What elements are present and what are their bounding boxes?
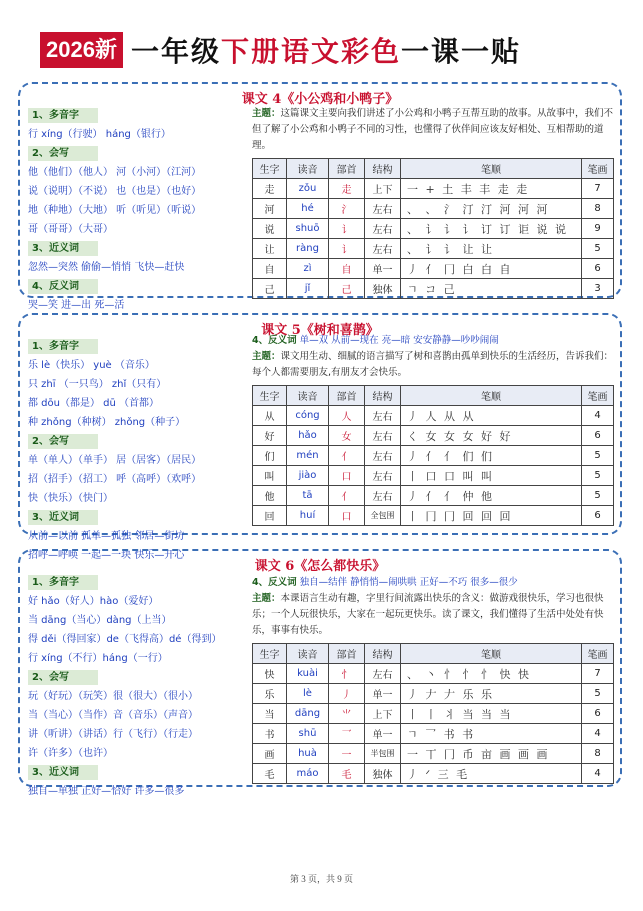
lesson-4-vocab [28,106,253,315]
table-row: 让 ràng 讠 左右 、 讠 讠 让 让 5 [253,239,614,259]
lesson-5-section [18,313,622,561]
huixie-row: 哥（哥哥）（大哥） [28,224,113,235]
duoyin-label: 1、多音字 [28,575,98,590]
huixie-row: 说（说明）（不说） 也（也是）（也好） [28,186,202,197]
table-row: 河 hé 氵 左右 、 、 氵 汀 汀 河 河 河 8 [253,199,614,219]
jinyi-label: 3、近义词 [28,241,98,256]
fanyi-row: 哭—笑 进—出 死—活 [28,300,125,311]
table-row: 走 zǒu 走 上下 一 + 土 丰 丰 走 走 7 [253,179,614,199]
lesson-5-right [252,333,614,526]
huixie-label: 2、会写 [28,434,98,449]
table-row: 自 zì 自 单一 丿 亻 冂 白 白 自 6 [253,259,614,279]
duoyin-row: 当 dāng（当心）dàng（上当） [28,615,172,626]
huixie-row: 快（快乐）（快门） [28,493,113,504]
lesson-4-table: 生字 读音 部首 结构 笔顺 笔画 走 zǒu 走 上下 一 + 土 丰 丰 走 走 7 河 hé 氵 左右 、 、 氵 汀 汀 河 河 河 8 说 shuō 讠 左右 、 讠 讠 讠 订 订 讵 说 说 9 让 ràng 讠 左右 、 讠 讠 让 让 5 自 zì 自 单一 丿 亻 冂 白 白 自 6 己 jǐ 己 独体 ㄱ コ 己 3 [252,158,614,299]
jinyi-label: 3、近义词 [28,510,98,525]
table-row: 快 kuài 忄 左右 、 丶 忄 忄 忄 快 快 7 [253,664,614,684]
fanyi-label: 4、反义词 [28,279,98,294]
huixie-label: 2、会写 [28,670,98,685]
table-row: 乐 lè 丿 单一 丿 𠂇 𠂇 乐 乐 5 [253,684,614,704]
lesson-6-topic: 主题：本课语言生动有趣，字里行间流露出快乐的含义：做游戏很快乐，学习也很快乐；一个人玩很快乐，大家在一起玩更快乐。读了课文，我们懂得了生活中处处有快乐，事事有快乐。 [252,593,604,636]
lesson-5-table: 生字 读音 部首 结构 笔顺 笔画 从 cóng 人 左右 丿 人 从 从 4 好 hǎo 女 左右 く 女 女 女 好 好 6 们 mén 亻 左右 丿 亻 亻 们 们 5 叫 jiào 口 左右 丨 口 口 叫 叫 5 他 tā 亻 左右 丿 亻 亻 仲 他 5 回 huí 口 全包围 丨 冂 冂 回 回 回 6 [252,385,614,526]
lesson-4-section [18,82,622,311]
lesson-6-table: 生字 读音 部首 结构 笔顺 笔画 快 kuài 忄 左右 、 丶 忄 忄 忄 快 快 7 乐 lè 丿 单一 丿 𠂇 𠂇 乐 乐 5 当 dāng ⺌ 上下 丨 丨 丬 当 当 当 6 书 shū 乛 单一 ㄱ 乛 书 书 4 画 huà 一 半包围 一 丅 冂 币 亩 画 画 画 8 毛 máo 毛 独体 丿 ᐟ 三 毛 4 [252,643,614,784]
duoyin-row: 行 xíng（不行）háng（一行） [28,653,168,664]
duoyin-row: 得 děi（得回家）de（飞得高）dé（得到） [28,634,222,645]
lesson-6-section [18,549,622,797]
jinyi-row: 从前—以前 孤单—孤独 邻居—街坊 [28,531,185,542]
lesson-4-topic: 主题：这篇课文主要向我们讲述了小公鸡和小鸭子互帮互助的故事。从故事中，我们不但了解了小公鸡和小鸭子不同的习性，也懂得了伙伴间应该友好相处、互相帮助的道理。 [252,108,614,151]
duoyin-row: 乐 lè（快乐） yuè （音乐） [28,360,155,371]
jinyi-row: 独自—单独 正好—恰好 许多—很多 [28,786,185,797]
huixie-row: 当（当心）（当作）音（音乐）（声音） [28,710,198,721]
table-row: 己 jǐ 己 独体 ㄱ コ 己 3 [253,279,614,299]
duoyin-label: 1、多音字 [28,108,98,123]
duoyin-row: 只 zhī （一只鸟） zhǐ（只有） [28,379,167,390]
table-row: 毛 máo 毛 独体 丿 ᐟ 三 毛 4 [253,764,614,784]
duoyin-row: 种 zhǒng（种树） zhǒng（种子） [28,417,186,428]
lesson-6-title: 课文 6《怎么都快乐》 [254,559,386,574]
lesson-5-title: 课文 5《树和喜鹊》 [261,323,379,338]
table-row: 书 shū 乛 单一 ㄱ 乛 书 书 4 [253,724,614,744]
table-row: 从 cóng 人 左右 丿 人 从 从 4 [253,406,614,426]
huixie-row: 他（他们）（他人） 河（小河）（江河） [28,167,202,178]
table-row: 叫 jiào 口 左右 丨 口 口 叫 叫 5 [253,466,614,486]
jinyi-label: 3、近义词 [28,765,98,780]
table-row: 画 huà 一 半包围 一 丅 冂 币 亩 画 画 画 8 [253,744,614,764]
lesson-5-topic: 主题：课文用生动、细腻的语言描写了树和喜鹊由孤单到快乐的生活经历，告诉我们：每个人都需要朋友,有朋友才会快乐。 [252,351,614,378]
lesson-4-right [252,106,614,299]
table-row: 回 huí 口 全包围 丨 冂 冂 回 回 回 6 [253,506,614,526]
duoyin-row: 都 dōu（都是） dū （首都） [28,398,160,409]
huixie-label: 2、会写 [28,146,98,161]
lesson-6-fanyi: 4、反义词 独自—结伴 静悄悄—闹哄哄 正好—不巧 很多—很少 [252,577,518,588]
duoyin-row: 行 xíng（行驶） háng（银行） [28,129,171,140]
duoyin-row: 好 hǎo（好人）hào（爱好） [28,596,159,607]
table-row: 们 mén 亻 左右 丿 亻 亻 们 们 5 [253,446,614,466]
huixie-row: 玩（好玩）（玩笑）很（很大）（很小） [28,691,198,702]
table-row: 说 shuō 讠 左右 、 讠 讠 讠 订 订 讵 说 说 9 [253,219,614,239]
lesson-4-title: 课文 4《小公鸡和小鸭子》 [241,92,399,107]
huixie-row: 讲（听讲）（讲话）行（飞行）（行走） [28,729,198,740]
page-title: 一年级下册语文彩色一课一贴 [130,35,522,68]
jinyi-row: 忽然—突然 偷偷—悄悄 飞快—赶快 [28,262,185,273]
jinyi-row: 招呼—呼唤 一起—一块 快乐—开心 [28,550,185,561]
lesson-6-vocab [28,573,253,801]
huixie-row: 许（许多）（也许） [28,748,113,759]
year-badge: 2026新 [40,32,123,68]
page-footer: 第 3 页，共 9 页 [289,874,353,884]
huixie-row: 单（单人）（单手） 居（居客）（居民） [28,455,202,466]
table-row: 好 hǎo 女 左右 く 女 女 女 好 好 6 [253,426,614,446]
huixie-row: 地（种地）（大地） 听（听见）（听说） [28,205,202,216]
table-row: 他 tā 亻 左右 丿 亻 亻 仲 他 5 [253,486,614,506]
huixie-row: 招（招手）（招工） 呼（高呼）（欢呼） [28,474,202,485]
page-header [40,30,610,70]
lesson-6-right [252,575,614,784]
lesson-5-fanyi: 4、反义词 单—双 从前—现在 亮—暗 安安静静—吵吵闹闹 [252,335,499,346]
lesson-5-vocab [28,337,253,565]
duoyin-label: 1、多音字 [28,339,98,354]
table-row: 当 dāng ⺌ 上下 丨 丨 丬 当 当 当 6 [253,704,614,724]
